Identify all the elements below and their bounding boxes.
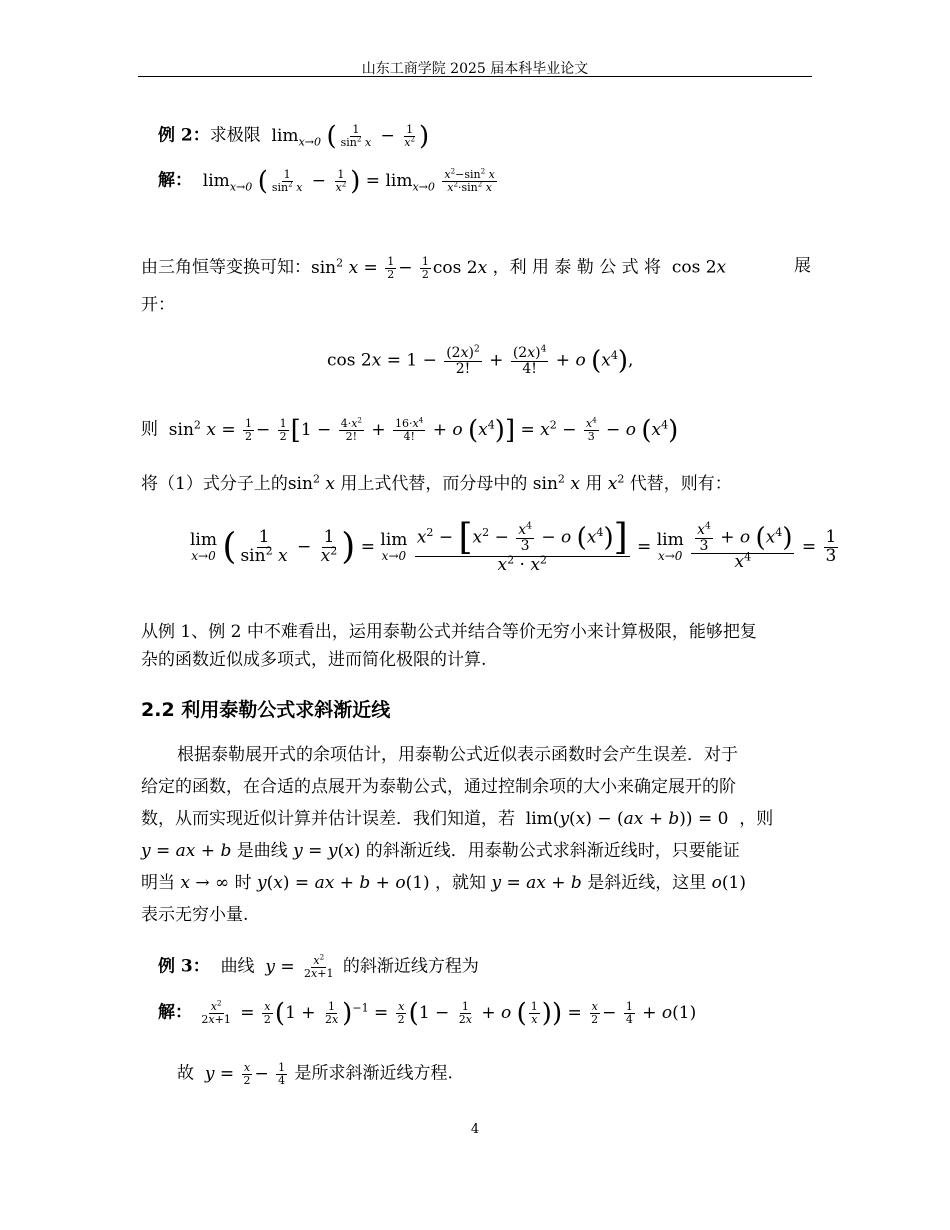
asymptote-eq-2: y = ax + b bbox=[491, 873, 582, 893]
example2-expression: $\lim_{x\to 0}$ ( $\frac{1}{\sin^2 x}$ − $\frac{1}{x^2}$ ) bbox=[266, 121, 430, 151]
example3-solution bbox=[158, 1000, 696, 1026]
page-header: 山东工商学院 2025 届本科毕业论文 bbox=[361, 61, 589, 77]
example2-prompt: 求极限 bbox=[209, 125, 261, 146]
body-line-4-a: 是曲线 bbox=[236, 841, 288, 861]
section-title: 2.2 利用泰勒公式求斜渐近线 bbox=[141, 699, 391, 721]
taylor-intro-end: 展 bbox=[794, 256, 811, 276]
asymptote-result: y = $\frac{x}{2}$ − $\frac{1}{4}$ bbox=[204, 1061, 286, 1087]
example2-label: 例 2： bbox=[158, 125, 210, 146]
example2-statement bbox=[158, 123, 429, 149]
limit-condition: lim(y(x) − (ax + b)) = 0 bbox=[520, 809, 734, 829]
body-line-1: 根据泰勒展开式的余项估计，用泰勒公式近似表示函数时会产生误差．对于 bbox=[177, 745, 738, 765]
conclusion-line-1: 从例 1、例 2 中不难看出，运用泰勒公式并结合等价无穷小来计算极限，能够把复 bbox=[141, 622, 757, 642]
x2-symbol: $x^2$ bbox=[607, 472, 625, 494]
body-line-4-b: 的斜渐近线．用泰勒公式求斜渐近线时，只要能证 bbox=[365, 841, 740, 861]
taylor-intro-text: ，利 用 泰 勒 公 式 将 bbox=[492, 257, 662, 278]
example3-solution-formula: $\frac{x^2}{2x+1}$ = $\frac{x}{2}$ (1 + $\frac{1}{2x}$ )$^{-1}$ = $\frac{x}{2}$ (1 − $\frac{1}{2x}$ + o ( $\frac{1}{x}$ )) = $\frac{x}{2}$ − $\frac{1}{4}$ + o(1) bbox=[201, 998, 697, 1028]
curve-eq: y = y(x) bbox=[293, 841, 366, 861]
cos-expansion-formula: cos 2x = 1 − $\frac{(2x)^2}{2!}$ + $\frac{(2x)^4}{4!}$ + o $(x^4)$, bbox=[327, 344, 634, 377]
sin-expansion-line bbox=[141, 417, 678, 443]
trig-identity-formula: $\sin^2 x$ = $\frac{1}{2}$ − $\frac{1}{2}$ cos 2x bbox=[311, 255, 488, 281]
body-line-5-c: ，就知 bbox=[435, 873, 487, 893]
body-line-5-a: 明当 bbox=[141, 873, 175, 893]
body-line-2: 给定的函数，在合适的点展开为泰勒公式，通过控制余项的大小来确定展开的阶 bbox=[141, 777, 736, 797]
solution-expression: $\lim_{x\to 0}$ ( $\frac{1}{\sin^2 x}$ − $\frac{1}{x^2}$ ) = $\lim_{x\to 0}$ $\frac{x^2-\sin^2 x}{x^2\cdot\sin^2 x}$ bbox=[197, 166, 495, 196]
x-to-infinity: x → ∞ bbox=[180, 873, 235, 893]
example3-conclusion bbox=[177, 1062, 453, 1086]
example3-final-b: 是所求斜渐近线方程. bbox=[294, 1063, 453, 1084]
sin2x-symbol-a: $\sin^2 x$ bbox=[287, 472, 335, 494]
body-line-5 bbox=[141, 873, 746, 893]
conclusion-line-2: 杂的函数近似成多项式，进而简化极限的计算. bbox=[141, 650, 487, 670]
replace-text-1: 将（1）式分子上的 bbox=[141, 474, 288, 494]
cos2x-symbol: cos 2x bbox=[666, 257, 727, 278]
example3-statement bbox=[158, 952, 479, 980]
trig-identity-line bbox=[141, 256, 811, 280]
solution-label: 解： bbox=[158, 170, 192, 191]
sin2x-symbol-b: $\sin^2 x$ bbox=[527, 472, 580, 494]
example3-prompt-a: 曲线 bbox=[220, 956, 255, 977]
example3-final-a: 故 bbox=[177, 1063, 194, 1084]
page-number: 4 bbox=[470, 1122, 480, 1137]
sin-expansion-formula: $\sin^2 x$ = $\frac{1}{2}$ − $\frac{1}{2}$ [1 − $\frac{4\cdot x^2}{2!}$ + $\frac{16\cdot x^4}{4!}$ + o $(x^4)] = x^2$ − $\frac{x^4}{3}$ − o $(x^4)$ bbox=[163, 415, 679, 445]
o1-symbol: o(1) bbox=[711, 873, 746, 893]
replace-text-2: 用上式代替，而分母中的 bbox=[340, 474, 528, 494]
header-rule bbox=[138, 76, 812, 77]
body-line-4 bbox=[141, 841, 740, 861]
body-line-5-b: 时 bbox=[234, 873, 252, 893]
body-line-3-a: 数，从而实现近似计算并估计误差．我们知道，若 bbox=[141, 809, 515, 829]
example2-solution bbox=[158, 168, 499, 194]
yx-expansion: y(x) = ax + b + o(1) bbox=[257, 873, 436, 893]
main-limit-formula: lim x→0 ( $\frac{1}{\sin^2 x}$ − $\frac{1}{x^2}$ ) = lim x→0 $x^2 - [x^2$ − $\frac{x^4}{3}$ − o $(x^4)$] $x^2 \cdot x^2$ = lim x→0 $\frac{x^4}{3}$ + o $(x^4)$ $x^4$ = $\frac{1}{3}$ bbox=[190, 517, 837, 575]
example3-solution-label: 解： bbox=[158, 1002, 192, 1023]
body-line-3 bbox=[141, 809, 773, 829]
replace-text-3: 用 bbox=[585, 474, 603, 494]
then-label: 则 bbox=[141, 419, 158, 440]
example3-prompt-b: 的斜渐近线方程为 bbox=[342, 956, 479, 977]
continuation-text: 开： bbox=[141, 295, 175, 315]
body-line-3-b: ，则 bbox=[739, 809, 774, 829]
replace-line bbox=[141, 474, 732, 494]
trig-intro-text: 由三角恒等变换可知： bbox=[141, 257, 311, 278]
asymptote-eq: y = ax + b bbox=[141, 841, 232, 861]
example3-curve: y = $\frac{x^2}{2x+1}$ bbox=[265, 952, 334, 980]
replace-text-4: 代替，则有： bbox=[629, 474, 732, 494]
example3-label: 例 3： bbox=[158, 956, 210, 977]
body-line-5-d: 是斜近线，这里 bbox=[587, 873, 707, 893]
body-line-6: 表示无穷小量. bbox=[141, 905, 249, 925]
